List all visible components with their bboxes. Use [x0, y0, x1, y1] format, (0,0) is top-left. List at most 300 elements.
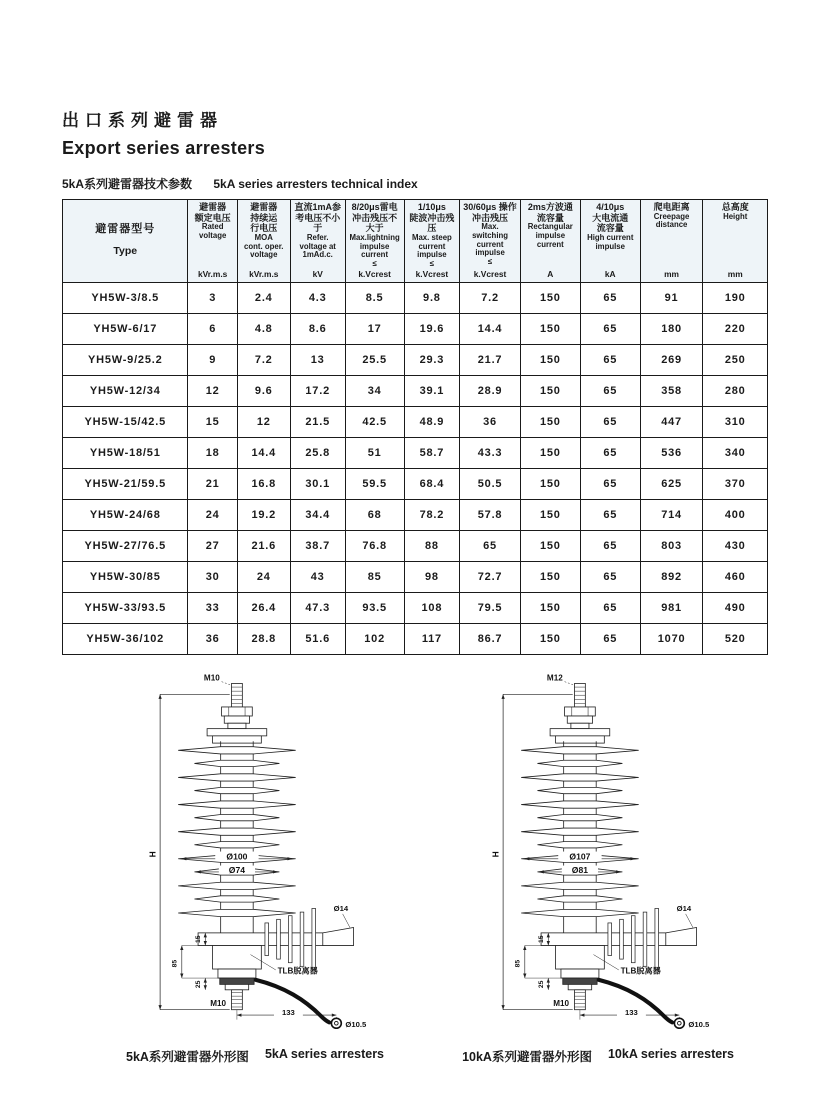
header-unit: k.Vcrest	[415, 268, 449, 279]
header-line-en: High current	[587, 232, 634, 242]
value-cell: 26.4	[237, 592, 290, 623]
dim-arrowhead	[288, 857, 293, 860]
top-cap	[213, 736, 262, 743]
value-cell: 68	[345, 499, 404, 530]
bracket-fin	[300, 912, 304, 966]
dim-cable-length: 133	[282, 1007, 295, 1017]
value-cell: 9	[188, 344, 237, 375]
dim-arrowhead	[158, 1005, 161, 1010]
shed-small	[194, 841, 279, 847]
value-cell: 24	[237, 561, 290, 592]
value-cell: 65	[580, 282, 640, 313]
shed-small	[537, 814, 622, 820]
table-row	[63, 530, 768, 561]
dim-arrowhead	[502, 694, 505, 699]
hex-nut	[224, 716, 249, 723]
value-cell: 65	[580, 623, 640, 654]
figure-caption-10ka-en: 10kA series arresters	[607, 1046, 734, 1061]
value-cell: 803	[640, 530, 703, 561]
value-cell: 51	[345, 437, 404, 468]
shed-large	[521, 882, 638, 889]
type-cell: YH5W-33/93.5	[63, 592, 188, 623]
label-top-stud: M10	[203, 673, 220, 683]
value-cell: 79.5	[460, 592, 521, 623]
header-line-en: ≤	[372, 258, 377, 268]
bracket-fin	[277, 919, 281, 959]
value-cell: 65	[580, 375, 640, 406]
header-line-en: Max.lightning	[349, 232, 400, 242]
value-cell: 16.8	[237, 468, 290, 499]
table-row	[63, 406, 768, 437]
header-line-en: impulse	[417, 250, 447, 260]
table-caption	[62, 175, 768, 192]
value-cell: 15	[188, 406, 237, 437]
value-cell: 57.8	[460, 499, 521, 530]
value-cell: 150	[520, 530, 580, 561]
table-row	[63, 561, 768, 592]
value-cell: 310	[703, 406, 768, 437]
dim-lower-section: 25	[537, 980, 545, 988]
value-cell: 65	[580, 437, 640, 468]
table-row	[63, 468, 768, 499]
tlb-disconnector-body	[213, 945, 262, 968]
type-cell: YH5W-24/68	[63, 499, 188, 530]
value-cell: 150	[520, 499, 580, 530]
value-cell: 85	[345, 561, 404, 592]
bracket-fin	[312, 908, 316, 969]
value-cell: 25.5	[345, 344, 404, 375]
value-cell: 3	[188, 282, 237, 313]
page-title-en: Export series arresters	[62, 138, 266, 158]
dim-arrowhead	[547, 978, 550, 983]
shed-small	[194, 787, 279, 793]
value-cell: 17.2	[290, 375, 345, 406]
value-cell: 150	[520, 561, 580, 592]
dim-arrowhead	[547, 985, 550, 990]
value-cell: 65	[580, 344, 640, 375]
tlb-disconnector-body	[556, 945, 605, 968]
value-cell: 50.5	[460, 468, 521, 499]
cable-lug-hole	[335, 1021, 339, 1025]
header-line-zh: 考电压不小	[295, 212, 341, 223]
type-cell: YH5W-15/42.5	[63, 406, 188, 437]
header-line-en: distance	[655, 220, 688, 230]
table-caption-zh: 5kA系列避雷器技术参数	[62, 177, 193, 191]
value-cell: 220	[703, 313, 768, 344]
header-line-zh: 额定电压	[194, 212, 231, 223]
value-cell: 36	[188, 623, 237, 654]
value-cell: 108	[404, 592, 460, 623]
value-cell: 981	[640, 592, 703, 623]
dim-arrowhead	[523, 973, 526, 978]
value-cell: 280	[703, 375, 768, 406]
header-line-zh: 行电压	[250, 223, 278, 234]
collar	[571, 723, 589, 728]
value-cell: 65	[580, 406, 640, 437]
header-line-en: voltage	[199, 230, 227, 240]
value-cell: 150	[520, 437, 580, 468]
header-unit: k.Vcrest	[358, 268, 391, 279]
bracket-fin	[620, 919, 624, 959]
dim-total-height: H	[491, 851, 501, 857]
header-line-zh: 避雷器型号	[95, 223, 156, 236]
value-cell: 358	[640, 375, 703, 406]
page-title-zh: 出口系列避雷器	[62, 111, 223, 130]
column-header	[640, 200, 703, 283]
header-line-en: impulse	[475, 248, 505, 258]
value-cell: 28.9	[460, 375, 521, 406]
header-line-zh: 1/10μs	[417, 202, 446, 212]
top-cap	[207, 728, 267, 735]
value-cell: 59.5	[345, 468, 404, 499]
value-cell: 13	[290, 344, 345, 375]
table-row	[63, 313, 768, 344]
shed-large	[178, 909, 295, 916]
header-line-en: voltage at	[299, 241, 336, 251]
header-line-en: current	[476, 239, 504, 249]
value-cell: 1070	[640, 623, 703, 654]
value-cell: 447	[640, 406, 703, 437]
value-cell: 30	[188, 561, 237, 592]
value-cell: 30.1	[290, 468, 345, 499]
header-line-en: Max. steep	[411, 232, 452, 242]
header-line-en: ≤	[487, 257, 493, 267]
header-line-en: Rated	[201, 222, 224, 232]
value-cell: 520	[703, 623, 768, 654]
value-cell: 4.3	[290, 282, 345, 313]
value-cell: 7.2	[460, 282, 521, 313]
shed-large	[521, 801, 638, 808]
label-bottom-stud: M10	[553, 998, 570, 1008]
header-line-en: voltage	[250, 250, 278, 260]
dim-cable-length: 133	[625, 1007, 638, 1017]
drawing-line	[686, 914, 693, 928]
table-row	[63, 437, 768, 468]
dim-arrowhead	[273, 870, 278, 873]
shed-small	[537, 787, 622, 793]
value-cell: 25.8	[290, 437, 345, 468]
type-cell: YH5W-18/51	[63, 437, 188, 468]
value-cell: 150	[520, 623, 580, 654]
value-cell: 34.4	[290, 499, 345, 530]
header-line-en: Refer.	[306, 232, 329, 242]
value-cell: 150	[520, 468, 580, 499]
dim-bracket-hole: Ø14	[333, 903, 349, 913]
label-bottom-stud: M10	[210, 998, 227, 1008]
value-cell: 86.7	[460, 623, 521, 654]
column-header	[404, 200, 460, 283]
header-line-zh: 8/20μs雷电	[351, 202, 398, 212]
value-cell: 29.3	[404, 344, 460, 375]
dim-shed-diameter-small: Ø81	[571, 864, 589, 875]
dim-arrowhead	[502, 1005, 505, 1010]
table-row	[63, 592, 768, 623]
bracket-fin	[265, 923, 269, 956]
label-top-stud: M12	[546, 673, 563, 683]
value-cell: 625	[640, 468, 703, 499]
dim-arrowhead	[525, 857, 530, 860]
header-line-en: impulse	[535, 230, 566, 240]
dim-shed-diameter-large: Ø100	[226, 851, 248, 862]
header-line-zh: 大于	[365, 223, 384, 234]
dim-arrowhead	[332, 1013, 337, 1016]
header-line-en: ≤	[429, 258, 435, 268]
header-unit: kVr.m.s	[197, 268, 228, 279]
shed-large	[178, 746, 295, 753]
dim-lug-hole: Ø10.5	[345, 1019, 367, 1029]
value-cell: 370	[703, 468, 768, 499]
value-cell: 19.6	[404, 313, 460, 344]
header-line-en: current	[361, 250, 389, 260]
value-cell: 6	[188, 313, 237, 344]
shed-large	[178, 774, 295, 781]
tlb-lower-body	[218, 969, 256, 978]
type-cell: YH5W-27/76.5	[63, 530, 188, 561]
dim-lug-hole: Ø10.5	[688, 1019, 710, 1029]
dim-arrowhead	[523, 945, 526, 950]
value-cell: 58.7	[404, 437, 460, 468]
header-line-en: current	[536, 239, 564, 249]
value-cell: 93.5	[345, 592, 404, 623]
header-unit: kVr.m.s	[249, 268, 279, 279]
header-line-zh: 压	[427, 223, 437, 234]
dim-arrowhead	[539, 870, 544, 873]
value-cell: 8.5	[345, 282, 404, 313]
header-line-en: switching	[472, 230, 509, 240]
value-cell: 33	[188, 592, 237, 623]
value-cell: 150	[520, 592, 580, 623]
value-cell: 43	[290, 561, 345, 592]
header-unit: mm	[664, 268, 680, 279]
shed-large	[178, 828, 295, 835]
header-line-zh: 冲击残压不	[352, 212, 398, 223]
value-cell: 48.9	[404, 406, 460, 437]
cable-lug-hole	[678, 1021, 682, 1025]
table-row	[63, 499, 768, 530]
value-cell: 42.5	[345, 406, 404, 437]
value-cell: 18	[188, 437, 237, 468]
value-cell: 27	[188, 530, 237, 561]
shed-large	[521, 746, 638, 753]
flange-dark	[220, 978, 254, 984]
figure-caption-10ka	[462, 1047, 734, 1065]
table-row	[63, 282, 768, 313]
table-caption-en: 5kA series arresters technical index	[213, 177, 418, 191]
header-line-en: cont. oper.	[244, 241, 284, 251]
dim-body-height: 85	[514, 959, 522, 968]
value-cell: 88	[404, 530, 460, 561]
value-cell: 150	[520, 375, 580, 406]
header-line-zh: 直流1mA参	[294, 202, 341, 212]
dim-bracket-thickness: 15	[194, 935, 202, 943]
value-cell: 14.4	[460, 313, 521, 344]
value-cell: 4.8	[237, 313, 290, 344]
value-cell: 78.2	[404, 499, 460, 530]
dim-arrowhead	[580, 1013, 585, 1016]
shed-large	[521, 828, 638, 835]
column-header	[460, 200, 521, 283]
bracket-fin	[655, 908, 659, 969]
value-cell: 12	[188, 375, 237, 406]
dim-bracket-hole: Ø14	[676, 903, 692, 913]
value-cell: 65	[460, 530, 521, 561]
value-cell: 43.3	[460, 437, 521, 468]
header-line-en: Height	[723, 211, 748, 221]
collar	[228, 723, 246, 728]
value-cell: 714	[640, 499, 703, 530]
value-cell: 91	[640, 282, 703, 313]
shed-large	[521, 909, 638, 916]
value-cell: 17	[345, 313, 404, 344]
value-cell: 65	[580, 561, 640, 592]
drawing-line	[222, 681, 232, 685]
value-cell: 180	[640, 313, 703, 344]
dim-arrowhead	[204, 985, 207, 990]
column-header	[237, 200, 290, 283]
dim-body-height: 85	[171, 959, 179, 968]
column-header	[345, 200, 404, 283]
shed-small	[194, 760, 279, 766]
value-cell: 12	[237, 406, 290, 437]
header-line-en: Max.	[481, 222, 499, 232]
header-line-en: MOA	[254, 232, 273, 242]
dim-arrowhead	[180, 973, 183, 978]
header-line-zh: 避雷器	[250, 202, 278, 212]
header-line-en: current	[418, 241, 446, 251]
arrester-outline-drawing-10ka	[485, 669, 711, 1035]
top-cap	[550, 728, 610, 735]
dim-arrowhead	[182, 857, 187, 860]
header-line-en: Rectangular	[527, 222, 573, 232]
value-cell: 39.1	[404, 375, 460, 406]
figure-caption-5ka-zh: 5kA系列避雷器外形图	[126, 1049, 249, 1064]
dim-shed-diameter-small: Ø74	[228, 864, 246, 875]
dim-shed-diameter-large: Ø107	[569, 851, 591, 862]
value-cell: 400	[703, 499, 768, 530]
shed-large	[521, 774, 638, 781]
figure-caption-10ka-zh: 10kA系列避雷器外形图	[462, 1049, 592, 1064]
value-cell: 21.7	[460, 344, 521, 375]
dim-arrowhead	[237, 1013, 242, 1016]
value-cell: 47.3	[290, 592, 345, 623]
value-cell: 68.4	[404, 468, 460, 499]
value-cell: 536	[640, 437, 703, 468]
flange-small	[568, 984, 591, 989]
bracket-fin	[631, 915, 635, 962]
dim-total-height: H	[148, 851, 158, 857]
value-cell: 28.8	[237, 623, 290, 654]
bracket-end-plate	[323, 927, 354, 945]
table-row	[63, 344, 768, 375]
figure-caption-5ka-en: 5kA series arresters	[264, 1046, 385, 1061]
bracket-fin	[288, 915, 292, 962]
column-header	[188, 200, 237, 283]
value-cell: 340	[703, 437, 768, 468]
value-cell: 150	[520, 406, 580, 437]
value-cell: 21.6	[237, 530, 290, 561]
shed-small	[537, 841, 622, 847]
value-cell: 7.2	[237, 344, 290, 375]
header-line-zh: 陡波冲击残	[409, 212, 455, 223]
dim-arrowhead	[196, 870, 201, 873]
value-cell: 51.6	[290, 623, 345, 654]
type-cell: YH5W-30/85	[63, 561, 188, 592]
header-line-zh: 流容量	[596, 223, 624, 234]
dim-arrowhead	[204, 978, 207, 983]
header-line-en: 1mAd.c.	[302, 250, 333, 260]
flange-small	[225, 984, 248, 989]
figure-caption-5ka	[126, 1047, 384, 1065]
dim-arrowhead	[180, 945, 183, 950]
value-cell: 65	[580, 530, 640, 561]
value-cell: 460	[703, 561, 768, 592]
dim-arrowhead	[675, 1013, 680, 1016]
column-header	[580, 200, 640, 283]
header-line-zh: 冲击残压	[472, 212, 509, 223]
header-line-zh: 爬电距离	[653, 202, 690, 212]
figure-10ka-outline	[462, 669, 734, 1065]
value-cell: 65	[580, 592, 640, 623]
spec-table	[62, 199, 768, 655]
bracket-end-plate	[666, 927, 697, 945]
value-cell: 269	[640, 344, 703, 375]
type-cell: YH5W-6/17	[63, 313, 188, 344]
dim-arrowhead	[616, 870, 621, 873]
type-cell: YH5W-9/25.2	[63, 344, 188, 375]
value-cell: 8.6	[290, 313, 345, 344]
label-disconnector: TLB脱离器	[277, 966, 318, 976]
hex-nut	[567, 716, 592, 723]
header-line-zh: 总高度	[721, 202, 749, 212]
header-line-zh: 大电流通	[592, 212, 629, 223]
value-cell: 490	[703, 592, 768, 623]
value-cell: 38.7	[290, 530, 345, 561]
tlb-lower-body	[561, 969, 599, 978]
value-cell: 9.6	[237, 375, 290, 406]
column-header	[63, 200, 188, 283]
value-cell: 65	[580, 468, 640, 499]
value-cell: 72.7	[460, 561, 521, 592]
value-cell: 21	[188, 468, 237, 499]
value-cell: 150	[520, 313, 580, 344]
header-unit: kV	[312, 268, 323, 279]
value-cell: 2.4	[237, 282, 290, 313]
flange-dark	[563, 978, 597, 984]
header-unit: k.Vcrest	[473, 268, 507, 279]
header-line-zh: 30/60μs 操作	[463, 202, 517, 212]
header-line-zh: 持续运	[250, 212, 278, 223]
value-cell: 65	[580, 313, 640, 344]
type-cell: YH5W-21/59.5	[63, 468, 188, 499]
value-cell: 34	[345, 375, 404, 406]
header-row	[63, 200, 768, 283]
header-line-en: Type	[113, 245, 138, 258]
top-cap	[556, 736, 605, 743]
value-cell: 19.2	[237, 499, 290, 530]
column-header	[703, 200, 768, 283]
dim-arrowhead	[158, 694, 161, 699]
shed-small	[537, 896, 622, 902]
value-cell: 65	[580, 499, 640, 530]
drawing-line	[565, 681, 575, 685]
column-header	[290, 200, 345, 283]
value-cell: 14.4	[237, 437, 290, 468]
value-cell: 9.8	[404, 282, 460, 313]
value-cell: 76.8	[345, 530, 404, 561]
table-row	[63, 375, 768, 406]
value-cell: 102	[345, 623, 404, 654]
value-cell: 24	[188, 499, 237, 530]
